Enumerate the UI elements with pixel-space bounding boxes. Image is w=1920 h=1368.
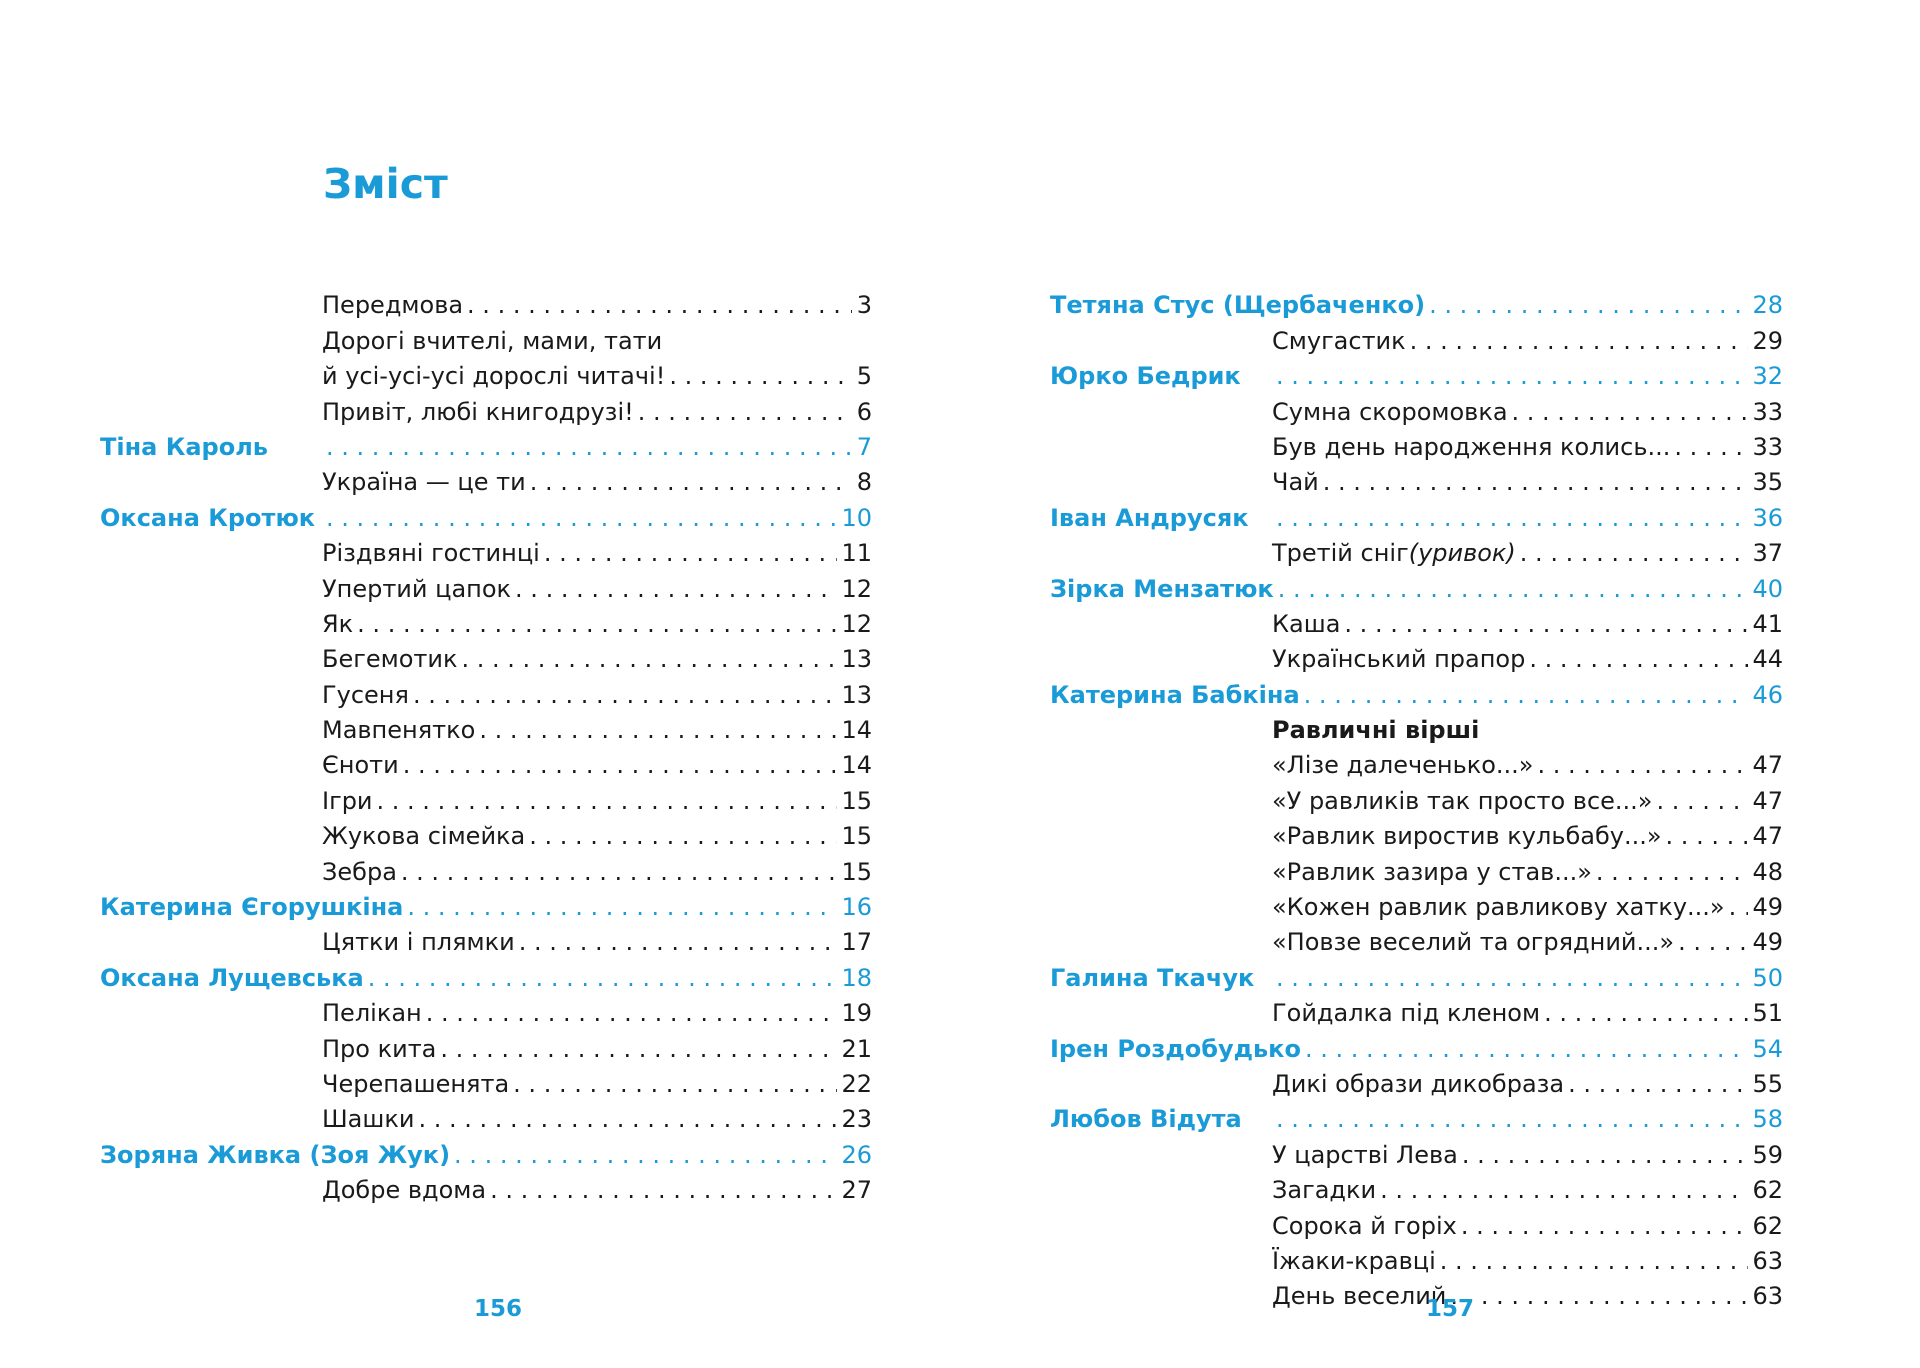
entry-page-number: 13: [841, 645, 872, 674]
toc-entry: [100, 323, 872, 358]
toc-entry: [1050, 1137, 1783, 1172]
dot-leader: [1544, 996, 1748, 1031]
toc-entry: [1050, 1173, 1783, 1208]
dot-leader: [490, 1173, 837, 1208]
dot-leader: [1461, 1209, 1749, 1244]
author-name: Тетяна Стус (Щербаченко): [1050, 291, 1426, 320]
dot-leader: [479, 713, 837, 748]
dot-leader: [426, 996, 838, 1031]
toc-author-entry: [1050, 1031, 1783, 1066]
dot-leader: [1429, 288, 1748, 323]
entry-page-number: 7: [856, 432, 872, 461]
entry-page-number: 51: [1752, 999, 1783, 1028]
toc-entry: [100, 571, 872, 606]
entry-page-number: 15: [841, 857, 872, 886]
dot-leader: [1410, 324, 1749, 359]
entry-note: (уривок): [1408, 539, 1516, 568]
toc-entry: [1050, 1279, 1783, 1314]
entry-title: Шашки: [322, 1105, 415, 1134]
dot-leader: [377, 784, 838, 819]
toc-entry: [1050, 1208, 1783, 1243]
entry-title: Ігри: [322, 786, 373, 815]
entry-title: Жукова сімейка: [322, 822, 526, 851]
entry-page-number: 41: [1752, 609, 1783, 638]
entry-page-number: 32: [1752, 362, 1783, 391]
toc-entry: [1050, 536, 1783, 571]
toc-entry: [1050, 1067, 1783, 1102]
entry-title: Третій сніг: [1272, 539, 1409, 568]
dot-leader: [1440, 1244, 1749, 1279]
toc-list-left: [100, 288, 872, 1208]
toc-entry: [100, 748, 872, 783]
dot-leader: [1276, 1102, 1748, 1137]
entry-title: Єноти: [322, 751, 399, 780]
entry-page-number: 46: [1752, 680, 1783, 709]
dot-leader: [1450, 1279, 1748, 1314]
toc-author-entry: [1050, 500, 1783, 535]
toc-entry: [100, 359, 872, 394]
entry-page-number: 50: [1752, 963, 1783, 992]
entry-title: Черепашенята: [322, 1069, 510, 1098]
entry-page-number: 62: [1752, 1176, 1783, 1205]
dot-leader: [1304, 678, 1749, 713]
toc-author-entry: [1050, 571, 1783, 606]
toc-author-entry: [1050, 288, 1783, 323]
author-name: Галина Ткачук: [1050, 963, 1255, 992]
author-name: Ірен Роздобудько: [1050, 1034, 1301, 1063]
entry-page-number: 14: [841, 751, 872, 780]
entry-page-number: 47: [1752, 751, 1783, 780]
entry-page-number: 37: [1752, 539, 1783, 568]
author-name: Любов Відута: [1050, 1105, 1242, 1134]
entry-page-number: 15: [841, 786, 872, 815]
dot-leader: [519, 925, 838, 960]
dot-leader: [368, 961, 838, 996]
entry-page-number: 62: [1752, 1211, 1783, 1240]
entry-page-number: 59: [1752, 1140, 1783, 1169]
dot-leader: [1568, 1067, 1748, 1102]
entry-page-number: 17: [841, 928, 872, 957]
dot-leader: [1596, 855, 1749, 890]
entry-title: Зебра: [322, 857, 397, 886]
entry-page-number: 18: [841, 963, 872, 992]
entry-page-number: 44: [1752, 645, 1783, 674]
entry-page-number: 27: [841, 1176, 872, 1205]
entry-page-number: 8: [856, 468, 872, 497]
toc-entry: [100, 854, 872, 889]
toc-entry: [1050, 607, 1783, 642]
entry-title: «Кожен равлик равликову хатку...»: [1272, 893, 1725, 922]
dot-leader: [403, 748, 838, 783]
entry-page-number: 5: [856, 362, 872, 391]
toc-entry: [1050, 748, 1783, 783]
dot-leader: [461, 642, 837, 677]
entry-page-number: 3: [856, 291, 872, 320]
dot-leader: [467, 288, 852, 323]
dot-leader: [669, 359, 852, 394]
entry-page-number: 63: [1752, 1246, 1783, 1275]
dot-leader: [513, 1067, 837, 1102]
entry-title: Чай: [1272, 468, 1319, 497]
entry-page-number: 12: [841, 574, 872, 603]
dot-leader: [1729, 890, 1749, 925]
entry-page-number: 19: [841, 999, 872, 1028]
entry-page-number: 48: [1752, 857, 1783, 886]
toc-author-entry: [100, 890, 872, 925]
entry-title: Передмова: [322, 291, 464, 320]
entry-title: Про кита: [322, 1034, 437, 1063]
entry-title: У царстві Лева: [1272, 1140, 1458, 1169]
entry-title: Гусеня: [322, 680, 409, 709]
toc-author-entry: [100, 500, 872, 535]
dot-leader: [1323, 465, 1749, 500]
toc-entry: [100, 677, 872, 712]
toc-author-entry: [1050, 960, 1783, 995]
entry-title: Упертий цапок: [322, 574, 512, 603]
dot-leader: [1462, 1138, 1749, 1173]
author-name: Тіна Кароль: [100, 432, 268, 461]
entry-title: Дикі образи дикобраза: [1272, 1069, 1565, 1098]
entry-title: Гойдалка під кленом: [1272, 999, 1541, 1028]
dot-leader: [357, 607, 837, 642]
dot-leader: [1656, 784, 1748, 819]
dot-leader: [418, 1102, 837, 1137]
entry-title: Загадки: [1272, 1176, 1377, 1205]
entry-title: «У равликів так просто все...»: [1272, 786, 1653, 815]
dot-leader: [1276, 359, 1748, 394]
entry-title: Каша: [1272, 609, 1341, 638]
right-page: [960, 0, 1920, 1368]
toc-entry: [100, 1102, 872, 1137]
toc-entry: [100, 642, 872, 677]
dot-leader: [1520, 536, 1749, 571]
entry-page-number: 26: [841, 1140, 872, 1169]
toc-entry: [1050, 430, 1783, 465]
entry-title: Був день народження колись...: [1272, 432, 1671, 461]
entry-page-number: 14: [841, 716, 872, 745]
author-name: Оксана Кротюк: [100, 503, 316, 532]
toc-entry: [100, 394, 872, 429]
dot-leader: [401, 855, 838, 890]
entry-page-number: 21: [841, 1034, 872, 1063]
dot-leader: [1666, 819, 1749, 854]
entry-page-number: 10: [841, 503, 872, 532]
toc-author-entry: [1050, 359, 1783, 394]
entry-page-number: 58: [1752, 1105, 1783, 1134]
entry-page-number: 16: [841, 893, 872, 922]
entry-page-number: 49: [1752, 928, 1783, 957]
entry-page-number: 11: [841, 539, 872, 568]
toc-entry: [1050, 394, 1783, 429]
entry-title: Дорогі вчителі, мами, тати: [322, 326, 663, 355]
entry-title: «Повзе веселий та огрядний...»: [1272, 928, 1675, 957]
toc-author-entry: [1050, 1102, 1783, 1137]
entry-title: Смугастик: [1272, 326, 1406, 355]
dot-leader: [530, 465, 852, 500]
entry-page-number: 23: [841, 1105, 872, 1134]
dot-leader: [1512, 395, 1749, 430]
entry-title: Привіт, любі книгодрузі!: [322, 397, 634, 426]
entry-page-number: 12: [841, 609, 872, 638]
entry-title: Цятки і плямки: [322, 928, 515, 957]
toc-entry: [1050, 854, 1783, 889]
toc-entry: [100, 925, 872, 960]
author-name: Іван Андрусяк: [1050, 503, 1249, 532]
entry-title: Сорока й горіх: [1272, 1211, 1457, 1240]
entry-page-number: 33: [1752, 397, 1783, 426]
entry-title: Сумна скоромовка: [1272, 397, 1508, 426]
dot-leader: [440, 1032, 837, 1067]
page-number-left: 156: [474, 1296, 523, 1322]
entry-title: Їжаки-кравці: [1272, 1246, 1436, 1275]
entry-page-number: 47: [1752, 822, 1783, 851]
entry-title: Добре вдома: [322, 1176, 487, 1205]
toc-section-heading: [1050, 713, 1783, 748]
dot-leader: [326, 430, 852, 465]
author-name: Зірка Мензатюк: [1050, 574, 1274, 603]
entry-page-number: 49: [1752, 893, 1783, 922]
entry-page-number: 63: [1752, 1282, 1783, 1311]
entry-title: Бегемотик: [322, 645, 458, 674]
entry-page-number: 28: [1752, 291, 1783, 320]
dot-leader: [544, 536, 838, 571]
toc-entry: [1050, 925, 1783, 960]
author-name: Катерина Бабкіна: [1050, 680, 1300, 709]
dot-leader: [1538, 748, 1749, 783]
page-number-right: 157: [1426, 1296, 1475, 1322]
author-name: Катерина Єгорушкіна: [100, 893, 404, 922]
toc-entry: [1050, 323, 1783, 358]
entry-page-number: 33: [1752, 432, 1783, 461]
author-name: Зоряна Живка (Зоя Жук): [100, 1140, 451, 1169]
toc-entry: [100, 819, 872, 854]
entry-page-number: 6: [856, 397, 872, 426]
entry-title: День веселий: [1272, 1282, 1447, 1311]
toc-author-entry: [100, 960, 872, 995]
toc-author-entry: [1050, 677, 1783, 712]
toc-entry: [100, 996, 872, 1031]
entry-title: Україна — це ти: [322, 468, 526, 497]
toc-entry: [1050, 465, 1783, 500]
dot-leader: [1276, 501, 1748, 536]
entry-title: Як: [322, 609, 354, 638]
toc-entry: [100, 1173, 872, 1208]
toc-entry: [1050, 783, 1783, 818]
entry-page-number: 47: [1752, 786, 1783, 815]
entry-title: й усі-усі-усі дорослі читачі!: [322, 362, 666, 391]
entry-title: «Равлик виростив кульбабу...»: [1272, 822, 1662, 851]
entry-page-number: 22: [841, 1069, 872, 1098]
dot-leader: [413, 678, 838, 713]
entry-title: Мавпенятко: [322, 716, 476, 745]
entry-page-number: 54: [1752, 1034, 1783, 1063]
entry-title: Різдвяні гостинці: [322, 539, 540, 568]
toc-entry: [100, 607, 872, 642]
entry-page-number: 35: [1752, 468, 1783, 497]
toc-entry: [100, 1031, 872, 1066]
entry-page-number: 40: [1752, 574, 1783, 603]
toc-entry: [1050, 819, 1783, 854]
dot-leader: [1344, 607, 1748, 642]
entry-title: Український прапор: [1272, 645, 1526, 674]
dot-leader: [1305, 1032, 1748, 1067]
dot-leader: [1529, 642, 1748, 677]
dot-leader: [1674, 430, 1748, 465]
entry-title: «Равлик зазира у став...»: [1272, 857, 1592, 886]
toc-entry: [100, 1067, 872, 1102]
dot-leader: [638, 395, 852, 430]
author-name: Оксана Лущевська: [100, 963, 364, 992]
toc-entry: [100, 536, 872, 571]
toc-author-entry: [100, 430, 872, 465]
toc-entry: [100, 288, 872, 323]
dot-leader: [515, 572, 837, 607]
dot-leader: [1278, 572, 1749, 607]
entry-page-number: 15: [841, 822, 872, 851]
toc-list-right: [1050, 288, 1783, 1314]
author-name: Юрко Бедрик: [1050, 362, 1241, 391]
entry-page-number: 29: [1752, 326, 1783, 355]
entry-page-number: 13: [841, 680, 872, 709]
toc-entry: [1050, 642, 1783, 677]
toc-author-entry: [100, 1137, 872, 1172]
entry-title: «Лізе далеченько...»: [1272, 751, 1534, 780]
dot-leader: [1380, 1173, 1748, 1208]
page-title: Зміст: [323, 160, 448, 208]
toc-entry: [1050, 996, 1783, 1031]
toc-entry: [1050, 890, 1783, 925]
dot-leader: [326, 501, 837, 536]
toc-entry: [100, 713, 872, 748]
dot-leader: [1276, 961, 1748, 996]
dot-leader: [454, 1138, 837, 1173]
toc-entry: [1050, 1244, 1783, 1279]
toc-entry: [100, 465, 872, 500]
toc-entry: [100, 783, 872, 818]
entry-title: Равличні вірші: [1272, 716, 1480, 745]
entry-page-number: 55: [1752, 1069, 1783, 1098]
entry-page-number: 36: [1752, 503, 1783, 532]
dot-leader: [407, 890, 837, 925]
dot-leader: [1678, 925, 1748, 960]
dot-leader: [529, 819, 837, 854]
entry-title: Пелікан: [322, 999, 422, 1028]
